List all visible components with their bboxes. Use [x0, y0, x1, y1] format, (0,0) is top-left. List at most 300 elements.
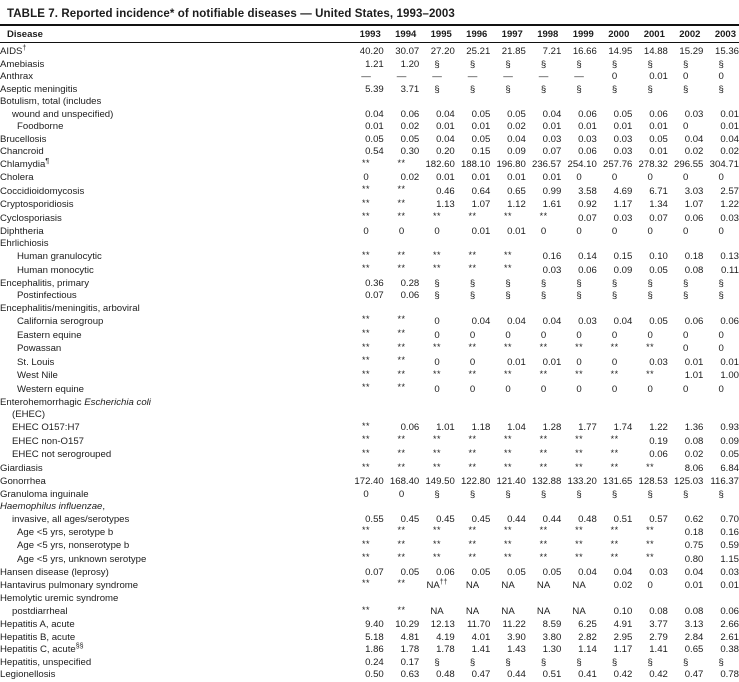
table-cell: 0.38: [720, 644, 739, 656]
table-cell: 3.58: [578, 185, 597, 197]
table-cell: 128.53: [638, 476, 668, 488]
table-cell: 0.04: [542, 108, 562, 120]
table-cell: 0: [576, 356, 582, 368]
table-cell: 1.12: [507, 199, 526, 211]
table-cell: 0.44: [507, 669, 526, 681]
table-cell: 304.71: [709, 159, 739, 171]
table-cell: 0.01: [613, 121, 633, 133]
table-cell: **: [433, 461, 442, 472]
row-label: EHEC O157:H7: [12, 422, 80, 434]
table-cell: **: [539, 538, 548, 549]
table-cell: 0.02: [613, 579, 633, 591]
table-cell: 4.69: [613, 185, 633, 197]
table-cell: NA††: [426, 578, 448, 591]
table-cell: 0: [718, 71, 724, 83]
table-row: [0, 579, 739, 593]
row-label: Hepatitis C, acute§§: [0, 642, 84, 656]
table-cell: 0.03: [649, 566, 668, 578]
table-cell: §: [434, 58, 440, 70]
table-cell: **: [433, 341, 442, 352]
table-cell: §: [540, 290, 547, 302]
table-row: [0, 278, 739, 291]
table-cell: 0.04: [720, 133, 739, 145]
table-cell: 0: [576, 225, 582, 237]
table-cell: —: [538, 71, 549, 83]
table-cell: §: [647, 58, 653, 70]
table-cell: 1.41: [649, 644, 668, 656]
table-cell: **: [468, 447, 477, 458]
table-cell: 1.30: [542, 644, 562, 656]
table-cell: 0.01: [542, 356, 562, 368]
column-header: 1993: [348, 26, 384, 43]
table-cell: —: [467, 71, 478, 83]
table-cell: 125.03: [674, 476, 704, 488]
table-cell: 0.18: [684, 251, 704, 263]
row-label: Western equine: [17, 383, 85, 395]
table-cell: §: [682, 488, 689, 500]
table-cell: 0.01: [684, 356, 704, 368]
table-cell: 0.93: [720, 422, 739, 434]
table-cell: §: [540, 277, 547, 289]
row-label: Brucellosis: [0, 133, 47, 145]
table-row: [0, 96, 739, 109]
table-cell: **: [397, 552, 406, 563]
table-cell: 4.01: [471, 631, 491, 643]
table-cell: 0: [398, 488, 405, 500]
table-row: [0, 159, 739, 173]
table-cell: 0.78: [720, 669, 739, 681]
table-cell: 0.01: [436, 172, 455, 184]
table-cell: 0.03: [578, 315, 597, 327]
table-cell: 0.01: [471, 121, 491, 133]
column-header: 1998: [526, 26, 562, 43]
table-cell: §: [540, 83, 547, 95]
table-cell: 0: [540, 225, 547, 237]
table-row: [0, 644, 739, 657]
table-cell: **: [504, 263, 513, 274]
table-cell: 254.10: [567, 159, 597, 171]
table-cell: 0.02: [400, 121, 420, 133]
row-label: EHEC non-O157: [12, 435, 84, 447]
table-cell: 0.04: [507, 133, 526, 145]
table-cell: **: [504, 211, 513, 222]
column-header: 1996: [455, 26, 491, 43]
table-cell: 1.28: [542, 422, 562, 434]
table-cell: 1.77: [578, 422, 597, 434]
table-row: [0, 397, 739, 410]
table-row: [0, 606, 739, 620]
table-cell: **: [397, 157, 406, 168]
row-label: Amebiasis: [0, 58, 45, 70]
table-cell: 0.04: [471, 315, 491, 327]
table-cell: 0.48: [578, 513, 597, 525]
table-cell: 0.04: [542, 315, 562, 327]
table-cell: 0: [434, 329, 440, 341]
row-label: Gonorrhea: [0, 476, 46, 488]
table-cell: 2.82: [578, 631, 597, 643]
table-cell: **: [361, 538, 370, 549]
table-cell: **: [433, 368, 442, 379]
table-row: [0, 657, 739, 670]
table-cell: **: [397, 578, 406, 589]
table-cell: 0: [718, 172, 724, 184]
table-cell: 188.10: [460, 159, 491, 171]
table-cell: **: [361, 525, 370, 536]
row-label: postdiarrheal: [12, 606, 68, 618]
table-cell: §: [682, 83, 689, 95]
table-cell: 0.02: [507, 121, 526, 133]
row-label: Chancroid: [0, 146, 44, 158]
row-label: Legionellosis: [0, 669, 56, 681]
table-cell: 0.04: [684, 133, 704, 145]
table-cell: **: [397, 314, 406, 325]
table-cell: 0: [718, 383, 724, 395]
table-cell: 0.03: [613, 212, 633, 224]
table-cell: 0.42: [649, 669, 668, 681]
table-cell: **: [539, 447, 548, 458]
table-cell: **: [361, 314, 370, 325]
table-cell: 4.81: [400, 631, 420, 643]
row-label: Botulism, total (includes: [0, 96, 102, 108]
table-cell: **: [610, 434, 619, 445]
table-cell: 0: [611, 225, 618, 237]
table-cell: §: [718, 656, 724, 668]
table-cell: 8.59: [542, 619, 562, 631]
table-cell: **: [504, 538, 513, 549]
table-cell: **: [539, 368, 548, 379]
table-cell: §: [434, 488, 440, 500]
table-cell: 1.14: [578, 644, 597, 656]
table-cell: 0.01: [578, 121, 597, 133]
table-cell: 196.80: [496, 159, 526, 171]
table-cell: 0.01: [436, 121, 455, 133]
table-cell: **: [646, 341, 655, 352]
table-cell: 1.36: [684, 422, 704, 434]
table-cell: —: [432, 71, 442, 83]
table-cell: 1.15: [720, 553, 739, 565]
column-header: Disease: [0, 26, 348, 43]
table-cell: 0.04: [436, 108, 455, 120]
table-cell: 0.06: [649, 108, 668, 120]
table-cell: §: [505, 656, 511, 668]
table-cell: **: [361, 263, 370, 274]
row-label: Hantavirus pulmonary syndrome: [0, 579, 139, 591]
table-cell: 0.05: [471, 133, 491, 145]
table-cell: §: [505, 277, 511, 289]
table-cell: 0.01: [542, 121, 562, 133]
table-cell: 133.20: [567, 476, 597, 488]
table-cell: 0.75: [684, 540, 704, 552]
row-label: Hansen disease (leprosy): [0, 566, 109, 578]
table-row: [0, 109, 739, 122]
table-cell: **: [361, 604, 370, 615]
table-cell: 0.04: [578, 566, 597, 578]
table-cell: 0: [647, 329, 653, 341]
table-cell: 0: [611, 383, 618, 395]
table-cell: 8.06: [684, 463, 704, 474]
table-cell: **: [610, 525, 619, 536]
table-cell: 27.20: [430, 46, 455, 57]
table-row: [0, 476, 739, 489]
table-cell: 0.07: [365, 290, 384, 302]
table-cell: §: [576, 58, 582, 70]
table-cell: 0.05: [471, 566, 491, 578]
table-cell: 0: [647, 383, 653, 395]
table-cell: 1.22: [649, 422, 668, 434]
table-cell: **: [361, 328, 370, 339]
table-cell: 0.01: [720, 121, 739, 133]
table-cell: §: [611, 83, 618, 95]
table-cell: 0.45: [400, 513, 420, 525]
table-cell: **: [646, 525, 655, 536]
table-cell: NA: [465, 606, 480, 618]
table-cell: §: [647, 83, 653, 95]
table-cell: 0: [363, 225, 369, 237]
table-cell: 40.20: [359, 46, 384, 57]
table-cell: **: [433, 525, 442, 536]
table-cell: 0: [718, 343, 724, 355]
table-cell: 0: [682, 121, 689, 133]
table-cell: 0.06: [436, 566, 455, 578]
table-cell: §: [682, 656, 689, 668]
table-cell: 0.70: [720, 513, 739, 525]
table-cell: **: [468, 341, 477, 352]
table-cell: 6.84: [720, 463, 739, 474]
table-cell: 149.50: [425, 476, 455, 488]
row-label: Haemophilus influenzae,: [0, 501, 106, 513]
table-cell: **: [433, 447, 442, 458]
table-cell: —: [574, 71, 584, 83]
table-cell: 0.06: [684, 315, 704, 327]
table-cell: 0: [540, 383, 547, 395]
column-header: 1997: [490, 26, 526, 43]
table-cell: **: [575, 525, 584, 536]
table-body: [0, 43, 739, 682]
table-cell: 0.05: [542, 566, 562, 578]
table-row: [0, 43, 739, 59]
table-cell: 14.95: [608, 46, 633, 57]
table-cell: 2.84: [684, 631, 704, 643]
table-cell: §: [576, 488, 582, 500]
table-cell: 0.03: [720, 212, 739, 224]
row-label: Chlamydia¶: [0, 158, 50, 171]
table-cell: **: [433, 538, 442, 549]
row-label: Eastern equine: [17, 329, 82, 341]
table-cell: 0.16: [542, 251, 562, 263]
table-cell: 14.88: [643, 46, 668, 57]
incidence-table: [0, 26, 739, 682]
table-row: [0, 356, 739, 370]
table-cell: 0: [682, 71, 689, 83]
table-row: [0, 329, 739, 343]
table-cell: NA: [465, 579, 480, 591]
table-cell: 9.40: [365, 619, 384, 631]
table-cell: 0.54: [365, 146, 384, 158]
table-cell: 1.00: [720, 370, 739, 382]
table-cell: 0: [647, 225, 653, 237]
table-cell: 0: [505, 383, 511, 395]
table-cell: §: [469, 83, 476, 95]
table-cell: §: [611, 58, 618, 70]
table-cell: 21.85: [501, 46, 526, 57]
table-cell: §: [611, 656, 618, 668]
table-cell: 1.21: [365, 58, 384, 70]
table-cell: **: [610, 341, 619, 352]
table-cell: 0.13: [720, 251, 739, 263]
table-cell: **: [397, 604, 406, 615]
table-row: [0, 59, 739, 72]
table-cell: **: [433, 263, 442, 274]
table-cell: 0.07: [649, 212, 668, 224]
table-cell: 0.08: [684, 606, 704, 618]
row-label: Cyclosporiasis: [0, 212, 62, 224]
table-cell: §: [434, 83, 440, 95]
row-label: Hepatitis, unspecified: [0, 656, 92, 668]
table-cell: 0: [363, 172, 369, 184]
table-cell: **: [397, 355, 406, 366]
table-cell: 0.03: [649, 356, 668, 368]
table-cell: NA: [536, 579, 551, 591]
table-cell: 0.01: [507, 172, 526, 184]
table-cell: **: [361, 382, 370, 393]
table-cell: **: [397, 341, 406, 352]
table-cell: 0.51: [613, 513, 633, 525]
table-row: [0, 290, 739, 303]
table-cell: 0.47: [684, 669, 704, 681]
table-cell: 131.65: [603, 476, 633, 488]
table-cell: **: [361, 197, 370, 208]
column-header: 2000: [597, 26, 633, 43]
table-cell: 7.21: [542, 46, 562, 57]
table-cell: 0: [682, 383, 689, 395]
table-cell: §: [576, 656, 582, 668]
table-row: [0, 463, 739, 477]
table-cell: **: [575, 434, 584, 445]
column-header: 1999: [561, 26, 597, 43]
table-cell: 0.06: [400, 422, 420, 434]
table-cell: §: [505, 58, 511, 70]
row-label: Age <5 yrs, nonserotype b: [17, 540, 130, 552]
column-header: 2003: [703, 26, 739, 43]
table-cell: 0.06: [720, 315, 739, 327]
table-cell: 3.03: [684, 185, 704, 197]
table-row: [0, 593, 739, 606]
table-cell: 0.64: [471, 185, 491, 197]
table-cell: 0.42: [613, 669, 633, 681]
table-cell: 0.05: [507, 108, 526, 120]
table-cell: 0.92: [578, 199, 597, 211]
table-cell: **: [397, 447, 406, 458]
table-cell: **: [504, 552, 513, 563]
table-cell: 0.01: [542, 172, 562, 184]
row-label: Diphtheria: [0, 225, 44, 237]
table-cell: 0: [611, 356, 618, 368]
table-cell: 1.07: [684, 199, 704, 211]
table-cell: 0.03: [684, 108, 704, 120]
table-cell: **: [433, 434, 442, 445]
table-cell: **: [361, 211, 370, 222]
row-label: Ehrlichiosis: [0, 238, 49, 250]
table-cell: 0: [718, 329, 724, 341]
table-cell: 0: [682, 329, 689, 341]
table-cell: 0.15: [471, 146, 491, 158]
row-label: Age <5 yrs, unknown serotype: [17, 553, 147, 565]
row-label: Coccidioidomycosis: [0, 185, 85, 197]
row-label: EHEC not serogrouped: [12, 449, 112, 461]
table-cell: 0.02: [684, 146, 704, 158]
table-cell: **: [610, 368, 619, 379]
table-cell: 0.08: [684, 435, 704, 447]
table-row: [0, 501, 739, 514]
table-cell: §: [718, 83, 724, 95]
table-cell: 0.05: [471, 108, 491, 120]
table-cell: **: [575, 368, 584, 379]
table-cell: 0.05: [400, 133, 420, 145]
table-cell: 3.13: [684, 619, 704, 631]
table-cell: §: [505, 488, 511, 500]
table-cell: **: [468, 249, 477, 260]
table-cell: §: [469, 488, 476, 500]
table-cell: **: [397, 382, 406, 393]
table-cell: 0.45: [471, 513, 491, 525]
table-cell: —: [503, 71, 513, 83]
row-label: Age <5 yrs, serotype b: [17, 526, 114, 538]
table-cell: 25.21: [466, 46, 491, 57]
table-cell: §: [611, 277, 618, 289]
table-cell: —: [361, 71, 371, 83]
table-cell: 3.80: [542, 631, 562, 643]
table-cell: **: [539, 211, 548, 222]
table-cell: 1.17: [613, 644, 633, 656]
table-cell: §: [647, 277, 653, 289]
table-cell: 0.01: [507, 225, 526, 237]
table-cell: **: [504, 368, 513, 379]
table-cell: 0.20: [436, 146, 455, 158]
table-cell: 0.07: [365, 566, 384, 578]
table-cell: §: [718, 58, 724, 70]
table-cell: **: [397, 434, 406, 445]
table-row: [0, 526, 739, 540]
row-label: wound and unspecified): [12, 108, 114, 120]
table-cell: **: [539, 341, 548, 352]
table-cell: 0.07: [578, 212, 597, 224]
table-cell: 0: [682, 172, 689, 184]
table-cell: 0.05: [365, 133, 384, 145]
table-cell: 5.18: [365, 631, 384, 643]
table-cell: 2.57: [720, 185, 739, 197]
row-label: Postinfectious: [17, 290, 77, 302]
table-cell: **: [361, 552, 370, 563]
row-label: Cholera: [0, 172, 34, 184]
row-label: AIDS†: [0, 44, 27, 57]
column-header: 2001: [632, 26, 668, 43]
table-cell: 0: [469, 329, 476, 341]
table-cell: 0.16: [720, 526, 739, 538]
table-cell: **: [575, 447, 584, 458]
table-cell: §: [576, 83, 582, 95]
row-label: West Nile: [17, 370, 58, 382]
table-cell: 0.06: [400, 108, 420, 120]
table-cell: 15.36: [714, 46, 739, 57]
table-cell: 236.57: [531, 159, 562, 171]
table-row: [0, 383, 739, 397]
table-cell: **: [468, 538, 477, 549]
table-cell: §: [647, 656, 653, 668]
table-row: [0, 185, 739, 199]
row-label: Hepatitis A, acute: [0, 619, 75, 631]
table-cell: 16.66: [572, 46, 597, 57]
table-cell: 0.03: [578, 133, 597, 145]
